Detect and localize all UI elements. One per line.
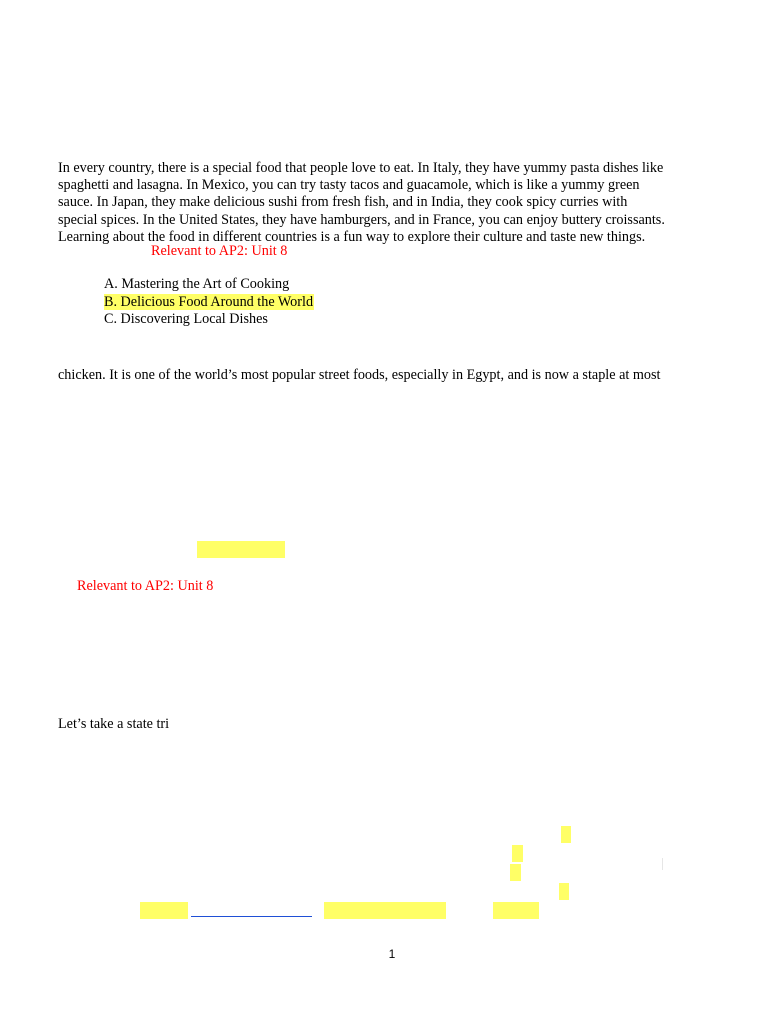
option-a-text: A. Mastering the Art of Cooking: [104, 276, 290, 292]
paragraph-line: In every country, there is a special food that people love to eat. In Italy, they have yummy pasta dishes like: [58, 160, 664, 176]
paragraph-line: special spices. In the United States, they have hamburgers, and in France, you can enjoy buttery croissants.: [58, 211, 665, 228]
option-a: [104, 276, 314, 294]
page-number: 1: [388, 947, 396, 961]
highlight-mark: [559, 883, 569, 900]
option-c-text: C. Discovering Local Dishes: [104, 311, 268, 328]
intro-paragraph: [58, 160, 726, 246]
highlight-mark: [324, 902, 446, 919]
paragraph-line: sauce. In Japan, they make delicious sushi from fresh fish, and in India, they cook spicy curries with: [58, 194, 628, 211]
chicken-text-line: chicken. It is one of the world’s most popular street foods, especially in Egypt, and is now a staple at most: [58, 367, 661, 383]
option-b-text: B. Delicious Food Around the World: [104, 293, 314, 310]
highlight-mark: [512, 845, 523, 862]
highlight-mark: [561, 826, 571, 843]
highlight-mark: [140, 902, 188, 919]
option-b-highlighted: [104, 294, 314, 312]
highlight-mark: [510, 864, 521, 881]
lets-take-line: Let’s take a state tri: [58, 716, 170, 732]
option-c: [104, 311, 314, 329]
relevance-note-second: Relevant to AP2: Unit 8: [77, 578, 214, 594]
title-options-list: [104, 276, 314, 329]
paragraph-line: Learning about the food in different countries is a fun way to explore their culture and taste new things.: [58, 228, 646, 245]
highlight-mark: [197, 541, 285, 558]
paragraph-line: spaghetti and lasagna. In Mexico, you can try tasty tacos and guacamole, which is like a yummy green: [58, 177, 640, 194]
faint-tick-mark: [662, 858, 663, 870]
highlight-mark: [493, 902, 539, 919]
link-underline[interactable]: [191, 916, 312, 917]
relevance-note: Relevant to AP2: Unit 8: [151, 243, 288, 259]
